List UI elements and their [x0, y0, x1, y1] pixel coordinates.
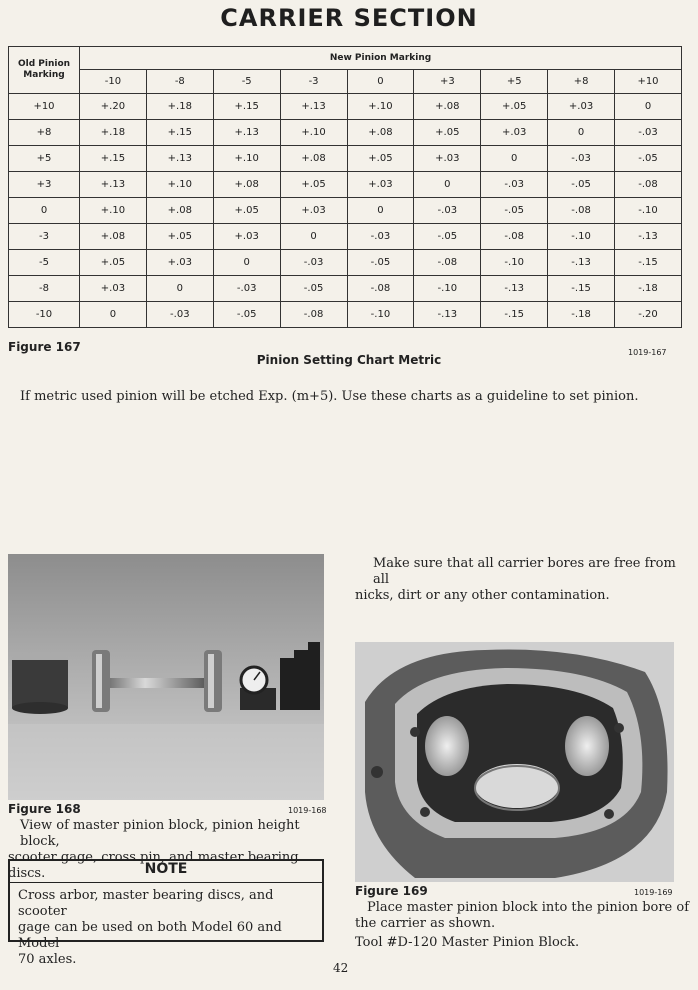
- figure-169-caption-line1: Place master pinion block into the pinion bore of: [367, 900, 690, 915]
- table-cell: -.20: [615, 302, 682, 328]
- old-pinion-cell: -10: [9, 302, 80, 328]
- table-cell: -.08: [347, 276, 414, 302]
- table-cell: +.10: [347, 94, 414, 120]
- table-cell: +.10: [280, 120, 347, 146]
- table-cell: +.15: [213, 94, 280, 120]
- column-header-row: [9, 70, 682, 94]
- table-cell: +.13: [280, 94, 347, 120]
- table-cell: +.15: [80, 146, 147, 172]
- table-cell: +.05: [213, 198, 280, 224]
- figure-169-photo: [355, 642, 674, 882]
- figure-168-label: Figure 168: [8, 802, 81, 816]
- figure-168-caption-line1: View of master pinion block, pinion height block,: [20, 818, 300, 849]
- column-header: -5: [213, 70, 280, 94]
- table-cell: +.08: [146, 198, 213, 224]
- bores-text-line2: nicks, dirt or any other contamination.: [355, 588, 610, 603]
- table-cell: +.08: [213, 172, 280, 198]
- table-cell: -.10: [548, 224, 615, 250]
- figure-168-photo: [8, 554, 324, 800]
- column-header: +8: [548, 70, 615, 94]
- table-cell: -.05: [481, 198, 548, 224]
- table-cell: +.10: [213, 146, 280, 172]
- table-cell: -.05: [213, 302, 280, 328]
- table-cell: -.05: [414, 224, 481, 250]
- table-cell: +.03: [280, 198, 347, 224]
- column-header: -3: [280, 70, 347, 94]
- table-cell: +.13: [80, 172, 147, 198]
- table-cell: +.03: [213, 224, 280, 250]
- table-cell: -.05: [548, 172, 615, 198]
- table-cell: 0: [213, 250, 280, 276]
- table-cell: -.03: [414, 198, 481, 224]
- table-cell: 0: [347, 198, 414, 224]
- table-cell: -.05: [280, 276, 347, 302]
- table-row: [9, 146, 682, 172]
- table-cell: -.03: [615, 120, 682, 146]
- table-cell: -.03: [548, 146, 615, 172]
- figure-168-code: 1019-168: [288, 806, 327, 815]
- table-row: [9, 302, 682, 328]
- column-header: -10: [80, 70, 147, 94]
- table-cell: -.18: [615, 276, 682, 302]
- table-cell: -.08: [280, 302, 347, 328]
- column-header: 0: [347, 70, 414, 94]
- table-cell: -.13: [548, 250, 615, 276]
- table-cell: -.03: [347, 224, 414, 250]
- table-cell: +.08: [80, 224, 147, 250]
- table-cell: +.15: [146, 120, 213, 146]
- table-cell: +.10: [80, 198, 147, 224]
- table-cell: +.03: [548, 94, 615, 120]
- old-pinion-cell: 0: [9, 198, 80, 224]
- old-pinion-cell: +3: [9, 172, 80, 198]
- old-pinion-cell: +8: [9, 120, 80, 146]
- table-cell: +.13: [146, 146, 213, 172]
- table-cell: -.10: [615, 198, 682, 224]
- metric-note: If metric used pinion will be etched Exp. (m+5). Use these charts as a guideline to set pinion.: [20, 389, 639, 404]
- table-cell: -.10: [481, 250, 548, 276]
- old-pinion-cell: -3: [9, 224, 80, 250]
- table-cell: +.08: [280, 146, 347, 172]
- table-cell: +.13: [213, 120, 280, 146]
- table-cell: -.13: [414, 302, 481, 328]
- table-cell: +.18: [80, 120, 147, 146]
- chart-title: Pinion Setting Chart Metric: [256, 353, 442, 367]
- note-line2: gage can be used on both Model 60 and Model: [18, 920, 282, 951]
- table-cell: -.15: [481, 302, 548, 328]
- table-cell: -.13: [481, 276, 548, 302]
- old-pinion-cell: +5: [9, 146, 80, 172]
- old-pinion-header-line1: Old Pinion: [17, 59, 71, 69]
- figure-168-caption-line2: scooter gage, cross pin, and master bearing discs.: [8, 850, 299, 881]
- pinion-setting-chart: [8, 46, 682, 328]
- table-cell: 0: [548, 120, 615, 146]
- note-divider: [10, 882, 322, 883]
- table-cell: -.05: [615, 146, 682, 172]
- table-cell: +.08: [347, 120, 414, 146]
- table-cell: +.05: [146, 224, 213, 250]
- bores-text-line1: Make sure that all carrier bores are free from all: [373, 556, 676, 587]
- table-cell: +.05: [481, 94, 548, 120]
- old-pinion-header-line2: Marking: [23, 70, 65, 80]
- figure-169-tool: Tool #D-120 Master Pinion Block.: [355, 935, 580, 950]
- table-cell: +.20: [80, 94, 147, 120]
- column-header: +3: [414, 70, 481, 94]
- note-body: [18, 888, 322, 968]
- table-cell: +.03: [146, 250, 213, 276]
- table-row: [9, 224, 682, 250]
- table-cell: +.03: [481, 120, 548, 146]
- table-cell: 0: [280, 224, 347, 250]
- table-cell: +.05: [80, 250, 147, 276]
- table-row: [9, 120, 682, 146]
- note-line3: 70 axles.: [18, 952, 77, 967]
- table-cell: +.05: [280, 172, 347, 198]
- table-cell: -.15: [548, 276, 615, 302]
- table-cell: -.08: [615, 172, 682, 198]
- table-cell: -.03: [146, 302, 213, 328]
- note-heading: NOTE: [144, 861, 188, 877]
- old-pinion-cell: +10: [9, 94, 80, 120]
- table-cell: 0: [146, 276, 213, 302]
- page-number: 42: [333, 961, 349, 975]
- table-cell: +.03: [80, 276, 147, 302]
- table-row: [9, 94, 682, 120]
- chart-body: [9, 94, 682, 328]
- old-pinion-cell: -8: [9, 276, 80, 302]
- table-cell: +.03: [347, 172, 414, 198]
- table-cell: -.15: [615, 250, 682, 276]
- table-row: [9, 172, 682, 198]
- new-pinion-header: New Pinion Marking: [80, 47, 682, 70]
- old-pinion-cell: -5: [9, 250, 80, 276]
- table-cell: -.03: [213, 276, 280, 302]
- table-cell: -.03: [481, 172, 548, 198]
- table-cell: +.05: [347, 146, 414, 172]
- column-header: +10: [615, 70, 682, 94]
- table-cell: 0: [414, 172, 481, 198]
- table-cell: -.08: [481, 224, 548, 250]
- bores-text: [355, 556, 690, 604]
- table-row: [9, 276, 682, 302]
- column-header: -8: [146, 70, 213, 94]
- figure-167-label: Figure 167: [8, 340, 81, 354]
- table-cell: -.10: [347, 302, 414, 328]
- table-cell: +.10: [146, 172, 213, 198]
- table-cell: 0: [80, 302, 147, 328]
- page-title: CARRIER SECTION: [220, 4, 478, 32]
- note-line1: Cross arbor, master bearing discs, and scooter: [18, 888, 274, 919]
- table-cell: 0: [481, 146, 548, 172]
- table-cell: +.08: [414, 94, 481, 120]
- table-cell: -.08: [414, 250, 481, 276]
- table-cell: 0: [615, 94, 682, 120]
- table-cell: +.05: [414, 120, 481, 146]
- old-pinion-header: [9, 47, 80, 94]
- figure-169-caption-line2: the carrier as shown.: [355, 916, 496, 931]
- table-cell: -.08: [548, 198, 615, 224]
- table-cell: -.13: [615, 224, 682, 250]
- table-cell: +.03: [414, 146, 481, 172]
- figure-169-code: 1019-169: [634, 888, 673, 897]
- table-row: [9, 250, 682, 276]
- table-cell: -.05: [347, 250, 414, 276]
- table-cell: -.10: [414, 276, 481, 302]
- figure-167-code: 1019-167: [628, 348, 667, 357]
- table-cell: +.18: [146, 94, 213, 120]
- column-header: +5: [481, 70, 548, 94]
- figure-169-caption: [355, 900, 690, 932]
- figure-169-label: Figure 169: [355, 884, 428, 898]
- table-cell: -.18: [548, 302, 615, 328]
- table-row: [9, 198, 682, 224]
- table-cell: -.03: [280, 250, 347, 276]
